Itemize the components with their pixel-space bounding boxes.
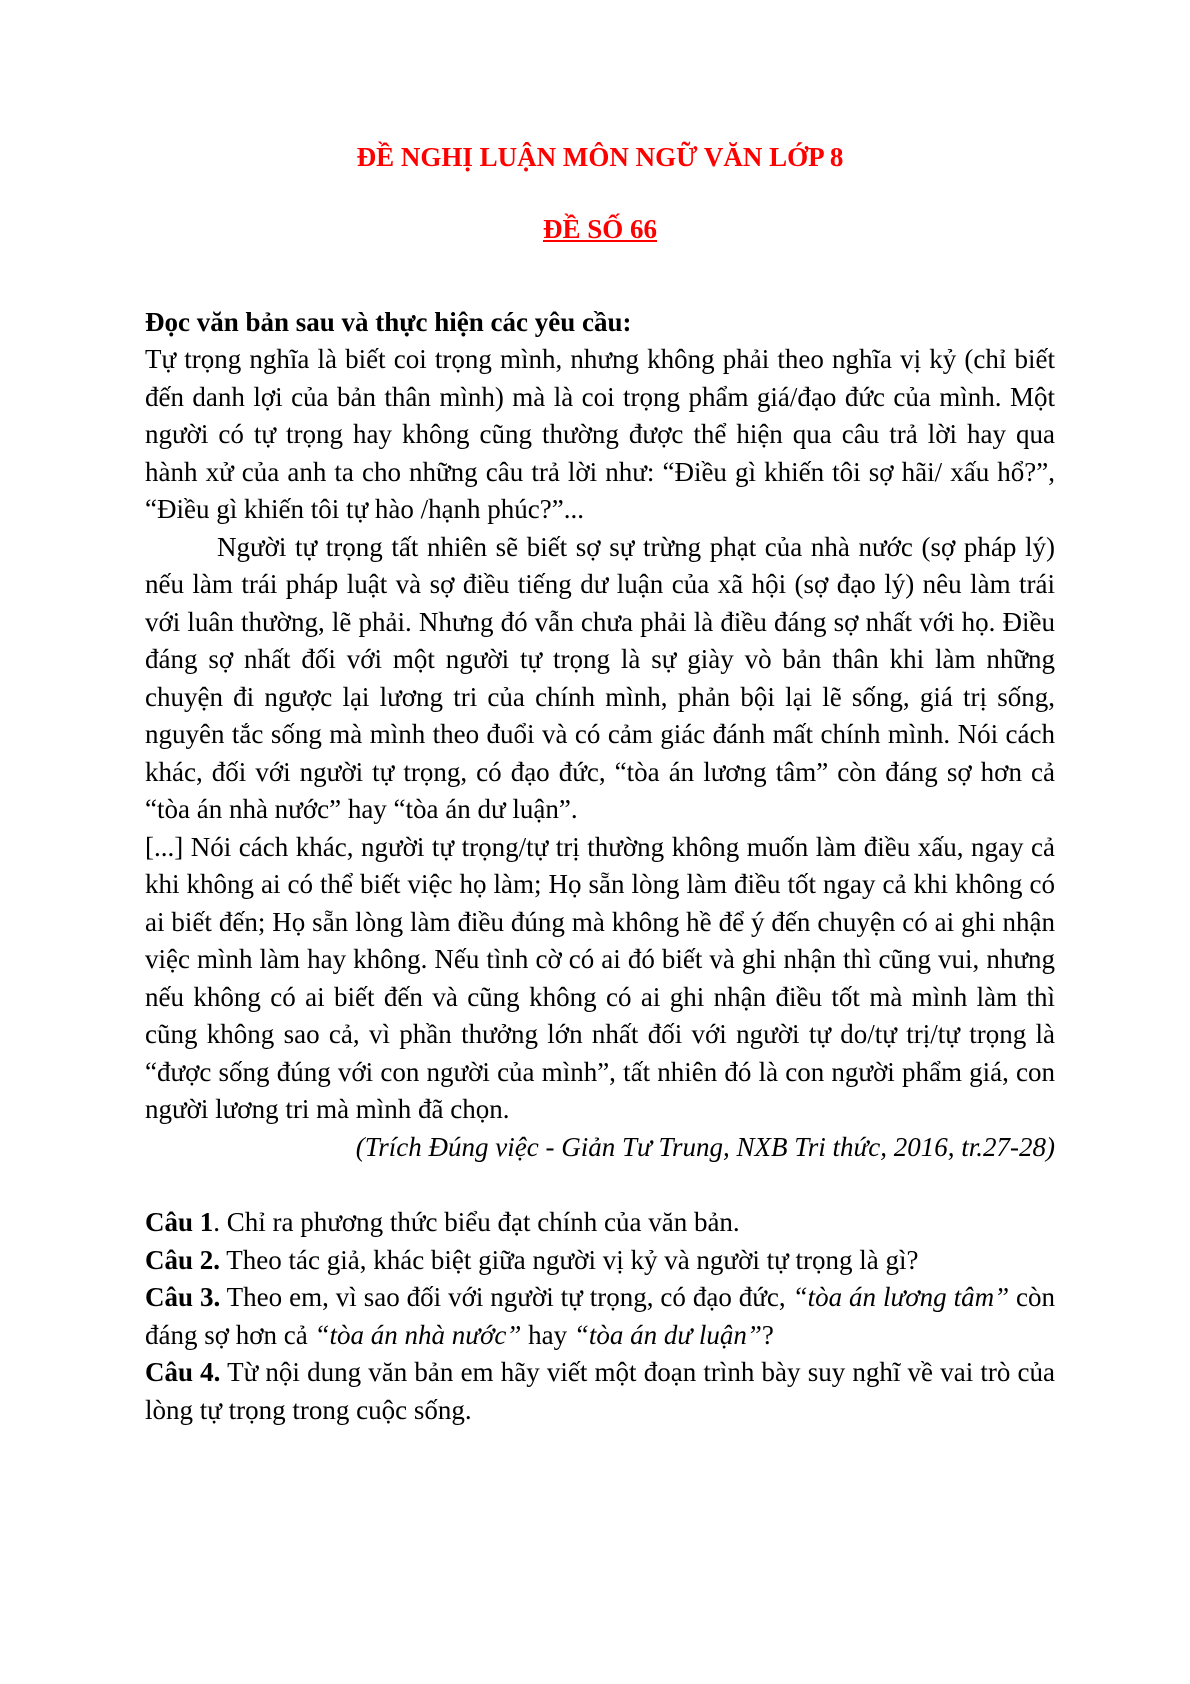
question-list	[145, 1204, 1055, 1429]
question-3-quote-c: “tòa án dư luận”	[573, 1319, 762, 1350]
question-4-label: Câu 4.	[145, 1357, 221, 1387]
question-2-text: Theo tác giả, khác biệt giữa người vị kỷ và người tự trọng là gì?	[220, 1244, 919, 1275]
passage-paragraph-3: [...] Nói cách khác, người tự trọng/tự trị thường không muốn làm điều xấu, ngay cả khi không ai có thể biết việc họ làm; Họ sẵn lòng làm điều tốt ngay cả khi không có ai biết đến; Họ sẵn lòng làm điều đúng mà không hề để ý đến chuyện có ai ghi nhận việc mình làm hay không. Nếu tình cờ có ai đó biết và ghi nhận thì cũng vui, nhưng nếu không có ai biết đến và cũng không có ai ghi nhận điều tốt mà mình làm thì cũng không sao cả, vì phần thưởng lớn nhất đối với người tự do/tự trị/tự trọng là “được sống đúng với con người của mình”, tất nhiên đó là con người phẩm giá, con người lương tri mà mình đã chọn.	[145, 831, 1055, 1124]
question-3-text-a: Theo em, vì sao đối với người tự trọng, có đạo đức,	[220, 1282, 793, 1312]
exam-number: ĐỀ SỐ 66	[542, 214, 658, 244]
document-page	[145, 130, 1055, 1429]
question-2-label: Câu 2.	[145, 1244, 221, 1275]
reading-instruction: Đọc văn bản sau và thực hiện các yêu cầu:	[145, 307, 632, 337]
question-3-label: Câu 3.	[145, 1282, 221, 1312]
passage-source: (Trích Đúng việc - Giản Tư Trung, NXB Tri thức, 2016, tr.27-28)	[355, 1131, 1055, 1162]
question-3-text-c: hay	[521, 1319, 574, 1350]
question-1-text: . Chỉ ra phương thức biểu đạt chính của văn bản.	[213, 1207, 740, 1237]
question-3	[145, 1279, 1055, 1354]
question-3-quote-b: “tòa án nhà nước”	[314, 1319, 522, 1350]
question-4	[145, 1354, 1055, 1429]
question-2	[145, 1242, 1055, 1280]
document-title: ĐỀ NGHỊ LUẬN MÔN NGỮ VĂN LỚP 8	[356, 142, 844, 172]
question-3-quote-a: “tòa án lương tâm”	[792, 1282, 1010, 1312]
question-1	[145, 1204, 1055, 1242]
passage-paragraph-2: Người tự trọng tất nhiên sẽ biết sợ sự trừng phạt của nhà nước (sợ pháp lý) nếu làm trái pháp luật và sợ điều tiếng dư luận của xã hội (sợ đạo lý) nêu làm trái với luân thường, lẽ phải. Nhưng đó vẫn chưa phải là điều đáng sợ nhất với họ. Điều đáng sợ nhất đối với một người tự trọng là sự giày vò bản thân khi làm những chuyện đi ngược lại lương tri của chính mình, phản bội lại lẽ sống, giá trị sống, nguyên tắc sống mà mình theo đuổi và có cảm giác đánh mất chính mình. Nói cách khác, đối với người tự trọng, có đạo đức, “tòa án lương tâm” còn đáng sợ hơn cả “tòa án nhà nước” hay “tòa án dư luận”.	[145, 531, 1055, 824]
question-4-text: Từ nội dung văn bản em hãy viết một đoạn trình bày suy nghĩ về vai trò của lòng tự trọng trong cuộc sống.	[145, 1357, 1055, 1425]
passage-paragraph-1: Tự trọng nghĩa là biết coi trọng mình, nhưng không phải theo nghĩa vị kỷ (chỉ biết đến danh lợi của bản thân mình) mà là coi trọng phẩm giá/đạo đức của mình. Một người có tự trọng hay không cũng thường được thể hiện qua câu trả lời hay qua hành xử của anh ta cho những câu trả lời như: “Điều gì khiến tôi sợ hãi/ xấu hổ?”, “Điều gì khiến tôi tự hào /hạnh phúc?”...	[145, 344, 1055, 524]
question-3-text-d: ?	[761, 1319, 774, 1350]
question-3-text-b: còn đáng sợ hơn cả	[145, 1282, 1056, 1350]
question-1-label: Câu 1	[145, 1207, 214, 1237]
